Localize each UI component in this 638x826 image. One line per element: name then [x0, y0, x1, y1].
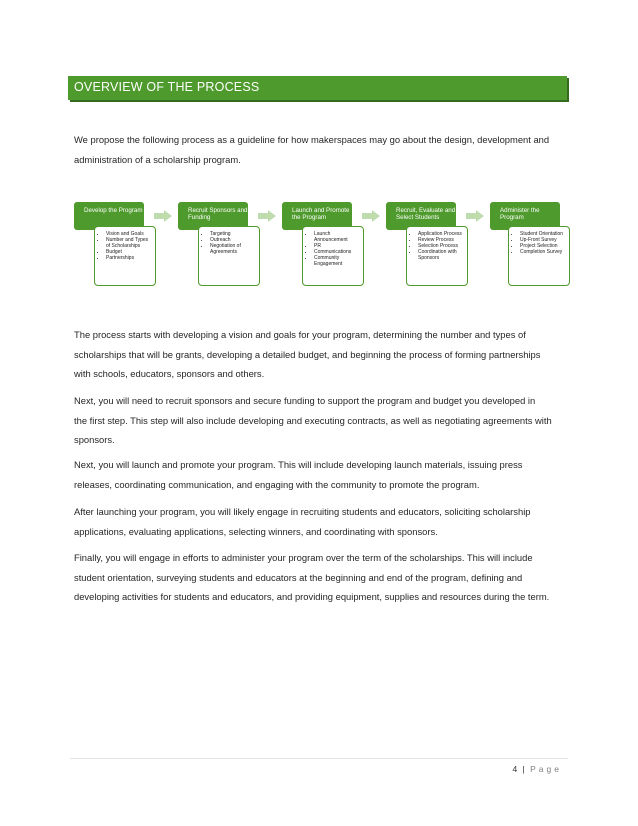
- text-line: with schools, educators, sponsors and others.: [74, 368, 265, 379]
- step-details: [508, 226, 570, 286]
- list-item: • Communications: [314, 249, 360, 255]
- body-paragraph: [74, 391, 570, 450]
- text-line: applications, evaluating applications, selecting winners, and coordinating with sponsors.: [74, 525, 438, 537]
- section-heading: OVERVIEW OF THE PROCESS: [74, 80, 260, 94]
- text-line: We propose the following process as a guideline for how makerspaces may go about the design, development and: [74, 134, 550, 145]
- body-paragraph: [74, 325, 570, 384]
- step-title: Recruit Sponsors and Funding: [188, 207, 248, 222]
- text-line: releases, coordinating communication, and engaging with the community to promote the program.: [74, 478, 480, 490]
- list-item: • Number and Types of Scholarships: [106, 237, 152, 249]
- step-details: [406, 226, 468, 286]
- text-line: The process starts with developing a vision and goals for your program, determining the number and types of: [74, 329, 526, 340]
- text-line: administration of a scholarship program.: [74, 153, 241, 165]
- list-item: • Review Process: [418, 237, 464, 243]
- step-title: Launch and Promote the Program: [292, 207, 350, 222]
- arrow-right-icon: [154, 210, 172, 222]
- step-details: [94, 226, 156, 286]
- list-item: • PR: [314, 243, 360, 249]
- list-item: • Completion Survey: [520, 249, 566, 255]
- body-paragraph: [74, 548, 570, 607]
- text-line: scholarships that will be grants, developing a detailed budget, and beginning the process of forming partnerships: [74, 348, 541, 360]
- text-line: student orientation, surveying students and educators at the beginning and end of the program, defining and: [74, 571, 523, 583]
- body-paragraph: [74, 502, 570, 541]
- list-item: • Up-Front Survey: [520, 237, 566, 243]
- section-heading-bar: [68, 76, 567, 100]
- arrow-right-icon: [466, 210, 484, 222]
- step-details: [198, 226, 260, 286]
- list-item: • Targeting: [210, 231, 256, 237]
- text-line: After launching your program, you will likely engage in recruiting students and educators, soliciting scholarship: [74, 506, 531, 517]
- text-line: sponsors.: [74, 434, 115, 445]
- arrow-right-icon: [258, 210, 276, 222]
- footer-divider: [70, 758, 568, 759]
- page-footer: [512, 764, 562, 774]
- list-item: • Coordination with Sponsors: [418, 249, 464, 261]
- text-line: Finally, you will engage in efforts to administer your program over the term of the scholarships. This will include: [74, 552, 533, 563]
- body-paragraph: [74, 455, 570, 494]
- text-line: Next, you will need to recruit sponsors and secure funding to support the program and budget you developed in: [74, 395, 536, 406]
- step-title: Recruit, Evaluate and Select Students: [396, 207, 456, 222]
- list-item: • Partnerships: [106, 255, 152, 261]
- page-number: 4: [512, 764, 518, 774]
- footer-separator: |: [522, 764, 525, 774]
- list-item: • Launch Announcement: [314, 231, 360, 243]
- page-label: Page: [530, 764, 562, 774]
- list-item: • Application Process: [418, 231, 464, 237]
- text-line: the first step. This step will also include developing and executing contracts, as well as negotiating agreements with: [74, 414, 552, 426]
- step-details: [302, 226, 364, 286]
- list-item: • Community Engagement: [314, 255, 360, 267]
- text-line: developing activities for students and educators, and providing equipment, supplies and resources during the term.: [74, 591, 550, 602]
- list-item: • Project Selection: [520, 243, 566, 249]
- list-item: • Student Orientation: [520, 231, 566, 237]
- step-title: Administer the Program: [500, 207, 540, 222]
- list-item: • Outreach: [210, 237, 256, 243]
- list-item: • Selection Process: [418, 243, 464, 249]
- process-diagram: [74, 202, 570, 292]
- list-item: • Vision and Goals: [106, 231, 152, 237]
- list-item: • Negotiation of Agreements: [210, 243, 256, 255]
- intro-paragraph: [74, 130, 570, 169]
- arrow-right-icon: [362, 210, 380, 222]
- step-title: Develop the Program: [84, 207, 143, 214]
- list-item: • Budget: [106, 249, 152, 255]
- text-line: Next, you will launch and promote your program. This will include developing launch materials, issuing press: [74, 459, 523, 470]
